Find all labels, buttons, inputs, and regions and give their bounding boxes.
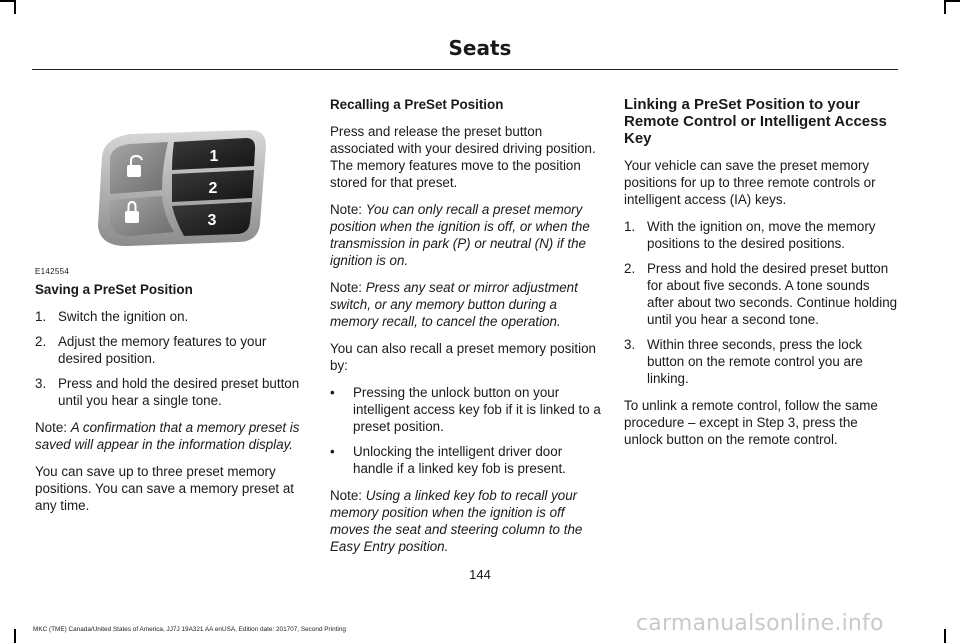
page-number: 144 (469, 567, 491, 582)
note-text: Press any seat or mirror adjustment switch, or any memory button during a memory recall, to cancel the operation. (330, 280, 578, 329)
step-number: 2. (35, 334, 47, 349)
list-item (624, 218, 898, 252)
list-item (624, 336, 898, 387)
memory-button-1-label: 1 (209, 148, 219, 165)
page-title: Seats (448, 36, 512, 60)
paragraph: You can also recall a preset memory position by: (330, 341, 596, 373)
section-heading: Saving a PreSet Position (35, 282, 193, 297)
crop-mark (14, 629, 16, 643)
steps-list (35, 308, 310, 409)
column-1 (35, 96, 310, 524)
memory-seat-buttons-illustration (90, 116, 270, 246)
note-text: A confirmation that a memory preset is saved will appear in the information display. (35, 420, 300, 452)
column-2 (330, 96, 605, 565)
list-item (35, 308, 310, 325)
step-text: Within three seconds, press the lock button on the remote control you are linking. (647, 337, 863, 386)
section-heading: Recalling a PreSet Position (330, 97, 504, 112)
list-item (35, 333, 310, 367)
note (330, 279, 605, 330)
memory-button-2-label: 2 (208, 180, 218, 197)
step-number: 3. (624, 337, 636, 352)
note-text: You can only recall a preset memory position when the ignition is off, or when the transmission in park (P) or neutral (N) if the ignition is on. (330, 202, 590, 268)
header-divider (32, 69, 898, 70)
crop-mark (944, 629, 946, 643)
step-number: 1. (35, 309, 47, 324)
list-item (624, 260, 898, 328)
edition-footer: MKC (TME) Canada/United States of America, JJ7J 19A321 AA enUSA, Edition date: 201707, Second Printing (33, 626, 346, 633)
note-label: Note: (330, 280, 363, 295)
note (330, 201, 605, 269)
watermark: carmanualsonline.info (636, 611, 884, 636)
crop-mark (0, 0, 14, 2)
crop-mark (944, 0, 946, 14)
bullet-marker: • (330, 444, 335, 459)
note-label: Note: (35, 420, 68, 435)
crop-mark (14, 0, 16, 14)
list-item (330, 384, 605, 435)
note-label: Note: (330, 202, 363, 217)
step-text: Adjust the memory features to your desired position. (58, 334, 267, 366)
bullet-list (330, 384, 605, 477)
note-text: Using a linked key fob to recall your memory position when the ignition is off moves the seat and steering column to the Easy Entry position. (330, 488, 583, 554)
list-item (330, 443, 605, 477)
column-3 (624, 96, 898, 458)
list-item (35, 375, 310, 409)
paragraph: You can save up to three preset memory positions. You can save a memory preset at any time. (35, 464, 295, 513)
note (330, 487, 605, 555)
paragraph: Your vehicle can save the preset memory positions for up to three remote controls or intelligent access (IA) keys. (624, 158, 876, 207)
paragraph: To unlink a remote control, follow the same procedure – except in Step 3, press the unlock button on the remote control. (624, 398, 878, 447)
bullet-text: Unlocking the intelligent driver door handle if a linked key fob is present. (353, 444, 566, 476)
step-number: 2. (624, 261, 636, 276)
step-text: Switch the ignition on. (58, 309, 189, 324)
memory-buttons-figure (35, 96, 310, 276)
step-text: Press and hold the desired preset button until you hear a single tone. (58, 376, 300, 408)
figure-id: E142554 (35, 267, 70, 276)
section-heading: Linking a PreSet Position to your Remote Control or Intelligent Access Key (624, 96, 887, 147)
steps-list (624, 218, 898, 387)
step-number: 3. (35, 376, 47, 391)
step-text: Press and hold the desired preset button for about five seconds. A tone sounds after about two seconds. Continue holding until you hear a second tone. (647, 261, 898, 327)
note (35, 419, 310, 453)
note-label: Note: (330, 488, 363, 503)
step-text: With the ignition on, move the memory positions to the desired positions. (647, 219, 876, 251)
memory-button-3-label: 3 (207, 212, 217, 229)
paragraph: Press and release the preset button associated with your desired driving position. The memory features move to the position stored for that preset. (330, 124, 596, 190)
bullet-marker: • (330, 385, 335, 400)
step-number: 1. (624, 219, 636, 234)
bullet-text: Pressing the unlock button on your intelligent access key fob if it is linked to a preset position. (353, 385, 601, 434)
crop-mark (946, 0, 960, 2)
